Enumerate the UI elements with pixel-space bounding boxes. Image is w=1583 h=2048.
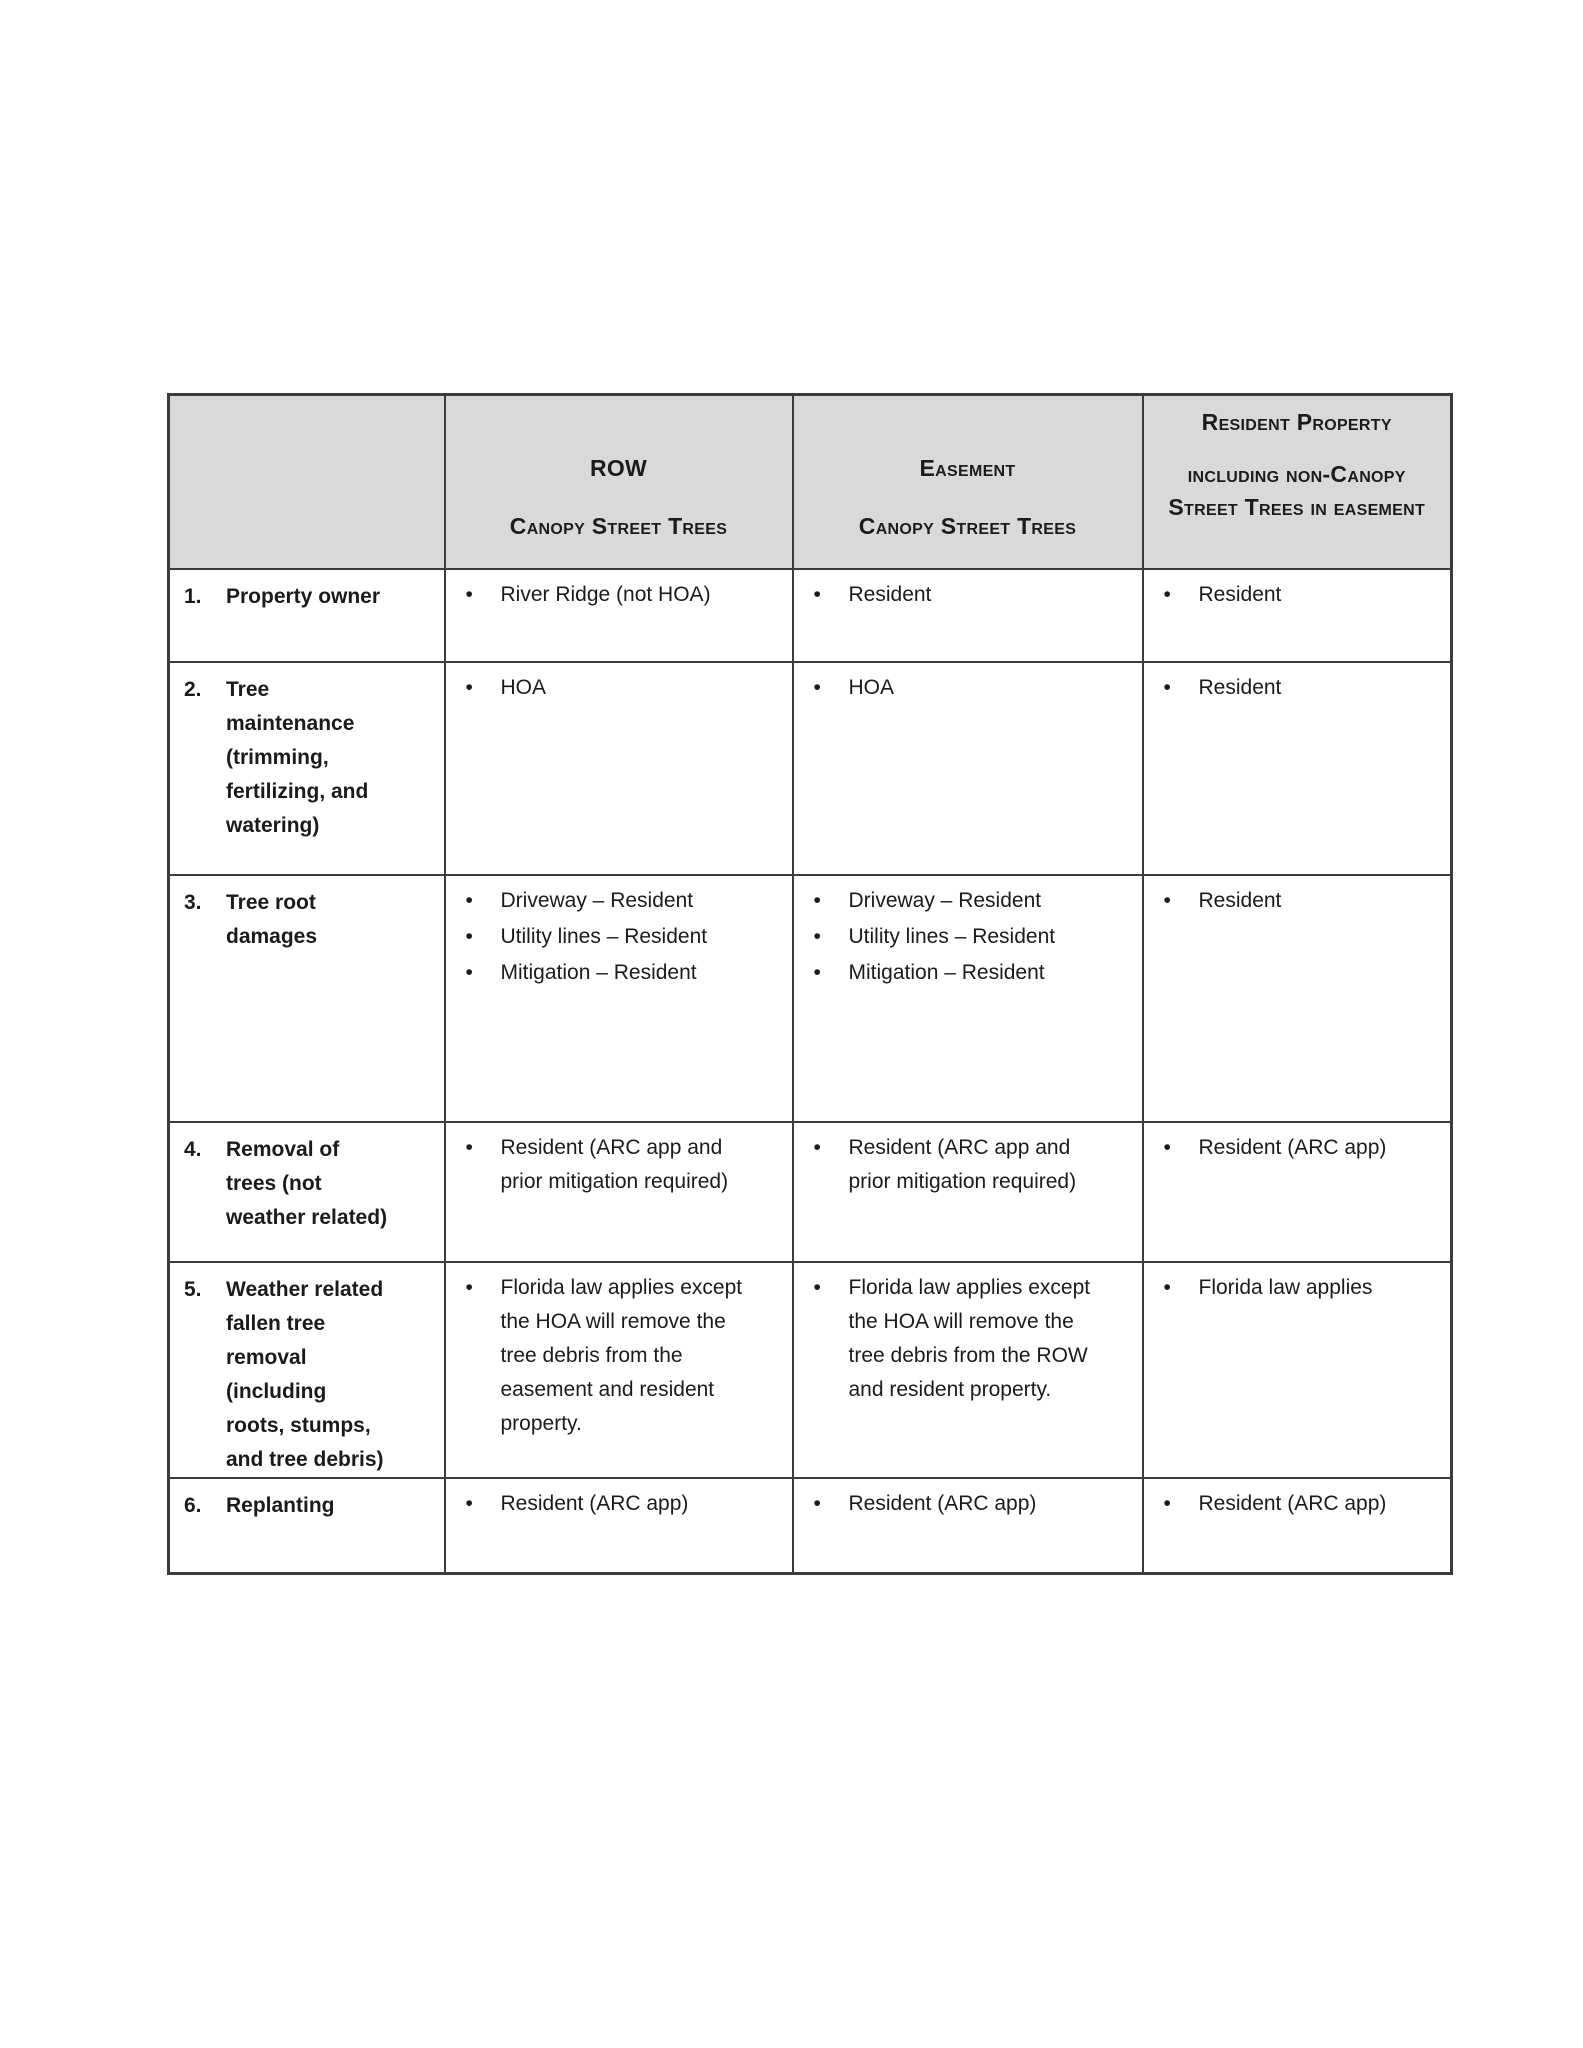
header-title-resident-property: Resident Property [1201,409,1392,435]
cell-easement-canopy [793,1262,1143,1478]
row-header-cell [169,1262,445,1478]
cell-row-canopy [445,662,793,875]
row-number: 6. [184,1493,202,1517]
header-cell-row [445,395,793,569]
bullet-item: • Resident (ARC app) [1148,1131,1442,1165]
cell-resident-property [1143,1262,1452,1478]
row-label: Tree maintenance (trimming, fertilizing, and watering) [226,677,369,837]
bullet-item: • Resident (ARC app) [798,1487,1092,1521]
row-number: 5. [184,1277,202,1301]
bullet-item: • Utility lines – Resident [798,920,1092,954]
bullet-item: • Utility lines – Resident [450,920,744,954]
bullet-item: • Resident [798,578,1092,612]
bullet-item: • Florida law applies [1148,1271,1442,1305]
header-subtitle-resident-property-line2: Street Trees in easement [1168,494,1426,520]
cell-resident-property [1143,1478,1452,1574]
table-row-replanting [169,1478,1452,1574]
bullet-item: • Florida law applies except the HOA will remove the tree debris from the easement and resident property. [450,1271,744,1441]
row-header-cell [169,1478,445,1574]
cell-resident-property [1143,1122,1452,1262]
bullet-item: • HOA [798,671,1092,705]
header-title-easement: Easement [919,455,1016,481]
bullet-item: • Driveway – Resident [450,884,744,918]
row-label: Tree root damages [226,890,318,948]
cell-easement-canopy [793,662,1143,875]
cell-resident-property [1143,662,1452,875]
row-label: Replanting [226,1493,335,1517]
header-cell-blank [169,395,445,569]
cell-easement-canopy [793,1478,1143,1574]
bullet-item: • Resident (ARC app) [450,1487,744,1521]
bullet-item: • Florida law applies except the HOA will remove the tree debris from the ROW and resident property. [798,1271,1092,1407]
row-number: 4. [184,1137,202,1161]
table-header-row [169,395,1452,569]
bullet-item: • HOA [450,671,744,705]
header-title-row: ROW [589,455,648,481]
cell-row-canopy [445,875,793,1122]
row-label: Property owner [226,584,381,608]
cell-easement-canopy [793,569,1143,662]
cell-row-canopy [445,1262,793,1478]
table-row-property-owner [169,569,1452,662]
tree-responsibility-table [167,393,1453,1575]
table-row-weather-related-removal [169,1262,1452,1478]
bullet-item: • Mitigation – Resident [798,956,1092,990]
row-label: Weather related fallen tree removal (including roots, stumps, and tree debris) [226,1277,384,1471]
row-number: 1. [184,584,202,608]
cell-resident-property [1143,875,1452,1122]
cell-row-canopy [445,1478,793,1574]
bullet-item: • Resident [1148,671,1442,705]
row-number: 3. [184,890,202,914]
table-row-removal-of-trees [169,1122,1452,1262]
row-header-cell [169,569,445,662]
bullet-item: • Resident (ARC app) [1148,1487,1442,1521]
cell-row-canopy [445,569,793,662]
header-subtitle-row: Canopy Street Trees [509,513,728,539]
bullet-item: • Resident [1148,578,1442,612]
row-label: Removal of trees (not weather related) [226,1137,388,1229]
row-header-cell [169,1122,445,1262]
cell-easement-canopy [793,1122,1143,1262]
bullet-item: • River Ridge (not HOA) [450,578,744,612]
cell-resident-property [1143,569,1452,662]
header-subtitle-resident-property-line1: including non-Canopy [1187,461,1406,487]
header-subtitle-easement: Canopy Street Trees [858,513,1077,539]
bullet-item: • Mitigation – Resident [450,956,744,990]
table-row-tree-root-damages [169,875,1452,1122]
bullet-item: • Resident (ARC app and prior mitigation required) [798,1131,1092,1199]
row-header-cell [169,875,445,1122]
table-row-tree-maintenance [169,662,1452,875]
cell-row-canopy [445,1122,793,1262]
bullet-item: • Resident [1148,884,1442,918]
row-number: 2. [184,677,202,701]
bullet-item: • Driveway – Resident [798,884,1092,918]
header-cell-easement [793,395,1143,569]
header-cell-resident-property [1143,395,1452,569]
bullet-item: • Resident (ARC app and prior mitigation required) [450,1131,744,1199]
cell-easement-canopy [793,875,1143,1122]
row-header-cell [169,662,445,875]
